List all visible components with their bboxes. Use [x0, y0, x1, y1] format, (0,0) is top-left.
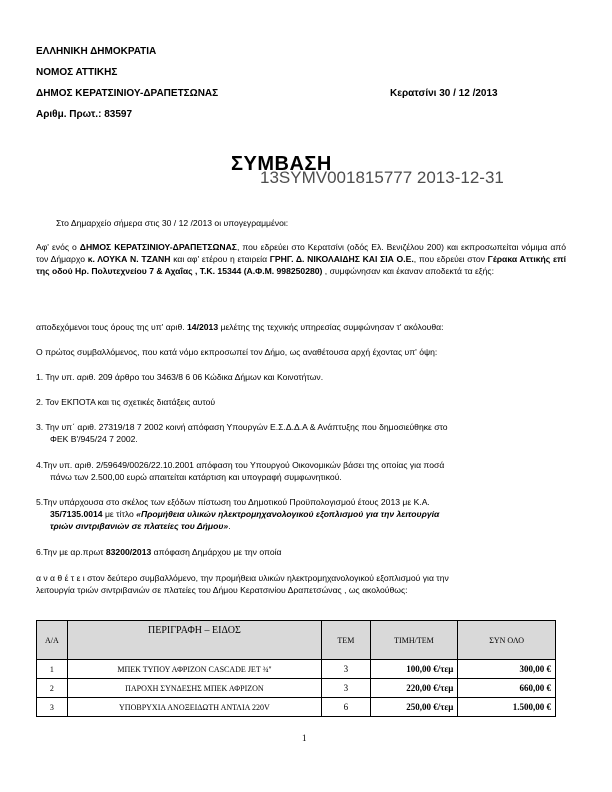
cell-total: 1.500,00 €	[458, 698, 556, 717]
cell-aa: 1	[37, 660, 68, 679]
cell-unit-price: 100,00 €/τεμ	[370, 660, 458, 679]
header-protocol: Αριθμ. Πρωτ.: 83597	[36, 109, 133, 120]
table-row	[37, 679, 556, 698]
header-prefecture: ΝΟΜΟΣ ΑΤΤΙΚΗΣ	[36, 67, 118, 78]
cell-total: 660,00 €	[458, 679, 556, 698]
page-title: ΣΥΜΒΑΣΗ	[231, 153, 332, 175]
cell-qty: 3	[322, 660, 370, 679]
header-country: ΕΛΛΗΝΙΚΗ ΔΗΜΟΚΡΑΤΙΑ	[36, 46, 157, 57]
column-header-unit-price: ΤΙΜΗ/ΤΕΜ	[370, 621, 458, 660]
cell-description: ΠΑΡΟΧΗ ΣΥΝΔΕΣΗΣ ΜΠΕΚ ΑΦΡΙΖΟΝ	[67, 679, 321, 698]
parties-paragraph: Αφ' ενός ο ΔΗΜΟΣ ΚΕΡΑΤΣΙΝΙΟΥ-ΔΡΑΠΕΤΣΩΝΑΣ, που εδρεύει στο Κερατσίνι (οδός Ελ. Βενιζέλου 200) και εκπροσωπείται νόμιμα από τον Δήμαρχο κ. ΛΟΥΚΑ Ν. ΤΖΑΝΗ και αφ' ετέρου η εταιρεία ΓΡΗΓ. Δ. ΝΙΚΟΛΑΙΔΗΣ ΚΑΙ ΣΙΑ Ο.Ε., που εδρεύει στον Γέρακα Αττικής επί της οδού Ηρ. Πολυτεχνείου 7 & Αχαΐας , Τ.Κ. 15344 (Α.Φ.Μ. 998250280) , συμφώνησαν και έκαναν αποδεκτά τα εξής:	[36, 242, 567, 276]
intro-line: Στο Δημαρχείο σήμερα στις 30 / 12 /2013 οι υπογεγραμμένοι:	[56, 218, 289, 228]
header-municipality: ΔΗΜΟΣ ΚΕΡΑΤΣΙΝΙΟΥ-ΔΡΑΠΕΤΣΩΝΑΣ	[36, 88, 219, 99]
cell-aa: 3	[37, 698, 68, 717]
cell-description: ΥΠΟΒΡΥΧΙΑ ΑΝΟΞΕΙΔΩΤΗ ΑΝΤΛΙΑ 220V	[67, 698, 321, 717]
list-item: 5.Την υπάρχουσα στο σκέλος των εξόδων πίστωση του Δημοτικού Προϋπολογισμού έτους 2013 με Κ.Α.	[36, 497, 430, 507]
cell-unit-price: 220,00 €/τεμ	[370, 679, 458, 698]
cell-total: 300,00 €	[458, 660, 556, 679]
header-place-date: Κερατσίνι 30 / 12 /2013	[390, 88, 498, 99]
table-header-row	[37, 621, 556, 660]
column-header-aa: Α/Α	[37, 621, 68, 660]
first-party-line: Ο πρώτος συμβαλλόμενος, που κατά νόμο εκπροσωπεί τον Δήμο, ως αναθέτουσα αρχή έχοντας υπ' όψη:	[36, 347, 438, 357]
list-item: 6.Την με αρ.πρωτ 83200/2013 απόφαση Δημάρχου με την οποία	[36, 547, 282, 557]
column-header-total: ΣΥΝ ΟΛΟ	[458, 621, 556, 660]
list-item-continuation: ΦΕΚ Β'/945/24 7 2002.	[50, 434, 138, 444]
list-item-continuation: πάνω των 2.500,00 ευρώ απαιτείται κατάρτιση και υπογραφή συμφωνητικού.	[50, 472, 342, 482]
list-item: 1. Την υπ. αριθ. 209 άρθρο του 3463/8 6 06 Κώδικα Δήμων και Κοινοτήτων.	[36, 372, 324, 382]
list-item-continuation: τριών σιντριβανιών σε πλατείες του Δήμου».	[50, 521, 231, 531]
award-line: α ν α θ έ τ ε ι στον δεύτερο συμβαλλόμενο, την προμήθεια υλικών ηλεκτρομηχανολογικού εξοπλισμού για την	[36, 573, 449, 583]
cell-description: ΜΠΕΚ ΤΥΠΟΥ ΑΦΡΙΖΟΝ CASCADE JET ¾''	[67, 660, 321, 679]
document-watermark: 13SYMV001815777 2013-12-31	[260, 168, 504, 187]
cell-qty: 6	[322, 698, 370, 717]
items-table	[36, 620, 556, 717]
column-header-qty: ΤΕΜ	[322, 621, 370, 660]
accept-line: αποδεχόμενοι τους όρους της υπ' αριθ. 14/2013 μελέτης της τεχνικής υπηρεσίας συμφώνησαν τ' ακόλουθα:	[36, 322, 444, 332]
list-item: 2. Τον ΕΚΠΟΤΑ και τις σχετικές διατάξεις αυτού	[36, 397, 216, 407]
list-item: 3. Την υπ΄ αριθ. 27319/18 7 2002 κοινή απόφαση Υπουργών Ε.Σ.Δ.Δ.Α & Ανάπτυξης που δημοσιεύθηκε στο	[36, 422, 448, 432]
table-row	[37, 698, 556, 717]
award-line-continuation: λειτουργία τριών σιντριβανιών σε πλατείες του Δήμου Κερατσινίου Δραπετσώνας , ως ακολούθως:	[36, 585, 408, 595]
list-item-continuation: 35/7135.0014 με τίτλο «Προμήθεια υλικών ηλεκτρομηχανολογικού εξοπλισμού για την λειτουργία	[50, 509, 440, 519]
page-number: 1	[302, 733, 307, 743]
table-row	[37, 660, 556, 679]
list-item: 4.Την υπ. αριθ. 2/59649/0026/22.10.2001 απόφαση του Υπουργού Οικονομικών βάσει της οποίας για ποσά	[36, 460, 445, 470]
cell-aa: 2	[37, 679, 68, 698]
cell-unit-price: 250,00 €/τεμ	[370, 698, 458, 717]
column-header-description: ΠΕΡΙΓΡΑΦΗ – ΕΙΔΟΣ	[67, 621, 321, 660]
cell-qty: 3	[322, 679, 370, 698]
